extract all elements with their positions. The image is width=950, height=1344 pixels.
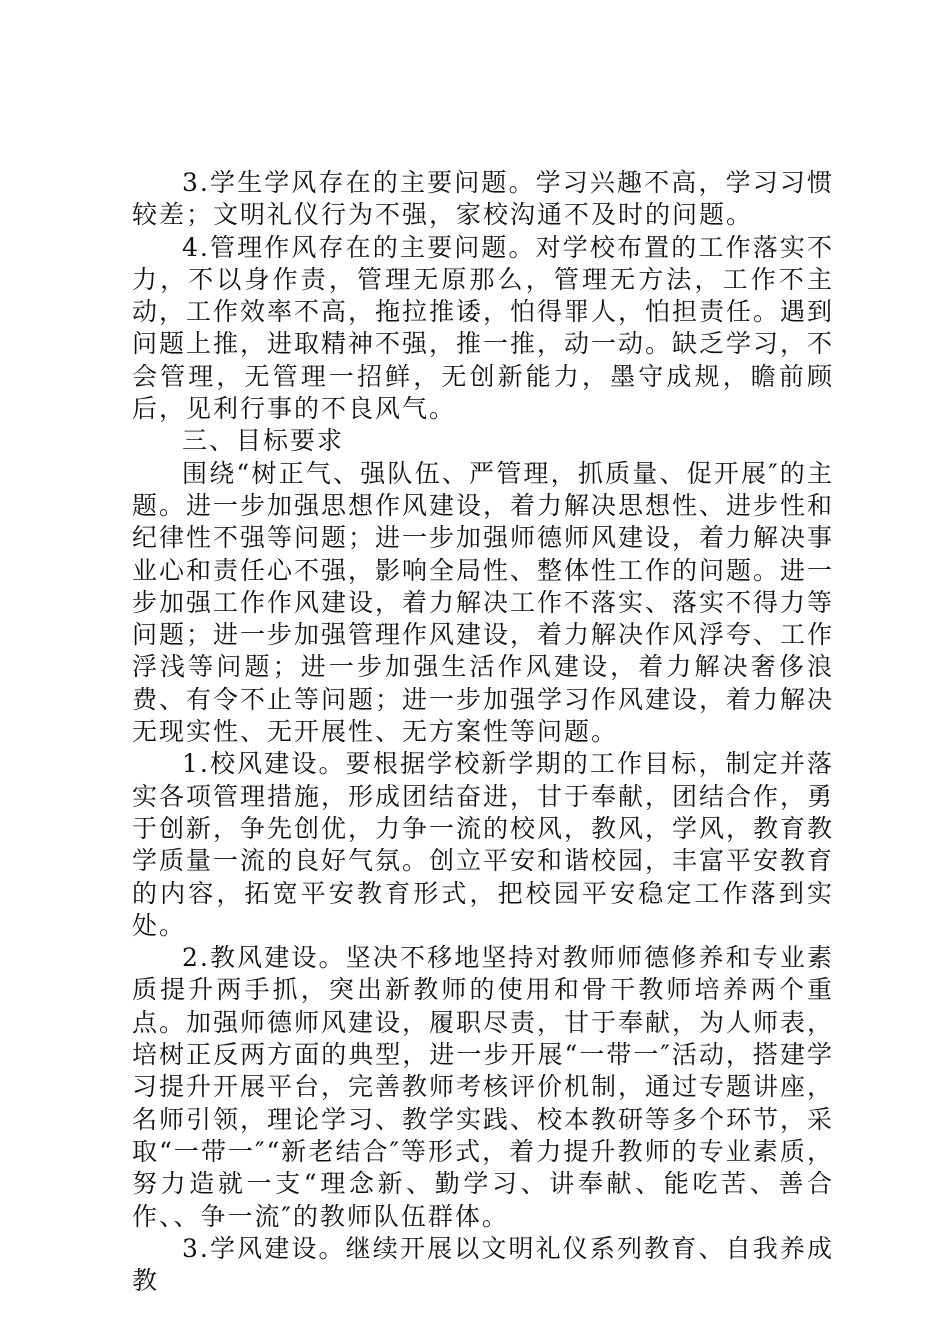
paragraph-goals-overview: 围绕“树正气、强队伍、严管理，抓质量、促开展″的主题。进一步加强思想作风建设，着力解决思想性、进步性和纪律性不强等问题；进一步加强师德师风建设，着力解决事业心和责任心不强，影响全局性、整体性工作的问题。进一步加强工作作风建设，着力解决工作不落实、落实不得力等问题；进一步加强管理作风建设，着力解决作风浮夸、工作浮浅等问题；进一步加强生活作风建设，着力解决奢侈浪费、有令不止等问题；进一步加强学习作风建设，着力解决无现实性、无开展性、无方案性等问题。 — [132, 458, 835, 747]
paragraph-student-style-issues: 3.学生学风存在的主要问题。学习兴趣不高，学习习惯较差；文明礼仪行为不强，家校沟通不及时的问题。 — [132, 168, 834, 230]
paragraph-management-style-issues: 4.管理作风存在的主要问题。对学校布置的工作落实不力，不以身作责，管理无原那么，管理无方法，工作不主动，工作效率不高，拖拉推诿，怕得罪人，怕担责任。遇到问题上推，进取精神不强，推一推，动一动。缺乏学习，不会管理，无管理一招鲜，无创新能力，墨守成规，瞻前顾后，见利行事的不良风气。 — [132, 232, 835, 424]
paragraph-teaching-style: 2.教风建设。坚决不移地坚持对教师师德修养和专业素质提升两手抓，突出新教师的使用和骨干教师培养两个重点。加强师德师风建设，履职尽责，甘于奉献，为人师表，培树正反两方面的典型，进一步开展“一带一″活动，搭建学习提升开展平台，完善教师考核评价机制，通过专题讲座，名师引领，理论学习、教学实践、校本教研等多个环节，采取“一带一″“新老结合″等形式，着力提升教师的专业素质，努力造就一支“理念新、勤学习、讲奉献、能吃苦、善合作、、争一流″的教师队伍群体。 — [132, 943, 835, 1231]
paragraph-school-style: 1.校风建设。要根据学校新学期的工作目标，制定并落实各项管理措施，形成团结奋进，甘于奉献，团结合作，勇于创新，争先创优，力争一流的校风，教风，学风，教育教学质量一流的良好气氛。创立平安和谐校园，丰富平安教育的内容，拓宽平安教育形式，把校园平安稳定工作落到实处。 — [132, 749, 835, 940]
document-body — [132, 167, 834, 1297]
section-heading-goals: 三、目标要求 — [182, 426, 345, 456]
paragraph-study-style: 3.学风建设。继续开展以文明礼仪系列教育、自我养成教 — [132, 1233, 834, 1296]
